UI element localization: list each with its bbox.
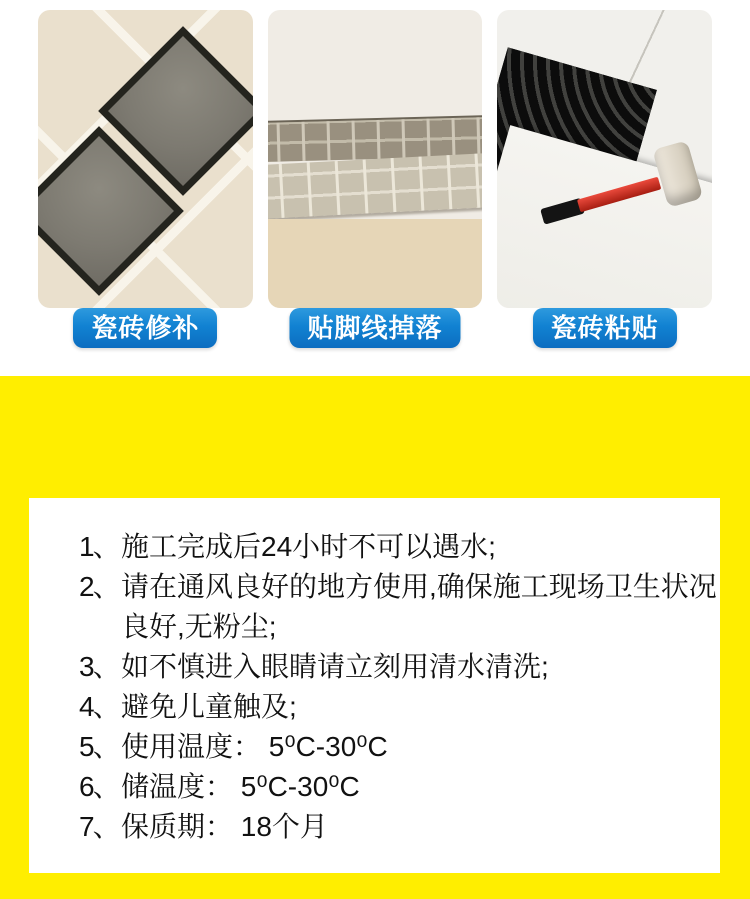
precautions-section [0, 376, 750, 899]
precaution-item [79, 767, 723, 807]
photo-label-skirting-line: 贴脚线掉落 [289, 308, 460, 348]
skirting-line-photo [268, 10, 483, 308]
tile-repair-photo [38, 10, 253, 308]
photo-card-tile-pasting [497, 10, 712, 343]
usage-photo-gallery [0, 0, 750, 343]
item-text: 使用温度： 5⁰C-30⁰C [121, 731, 388, 762]
item-text: 储温度： 5⁰C-30⁰C [121, 771, 360, 802]
item-text: 请在通风良好的地方使用,确保施工现场卫生状况良好,无粉尘; [121, 571, 717, 642]
item-number: 4、 [79, 691, 119, 722]
precaution-item [79, 687, 723, 727]
wood-floor [268, 219, 483, 308]
mosaic-band-lower [268, 153, 483, 219]
precaution-item [79, 527, 723, 567]
photo-label-tile-pasting: 瓷砖粘贴 [533, 308, 677, 348]
precaution-item [79, 567, 723, 647]
mallet-head [652, 140, 703, 208]
item-text: 如不慎进入眼睛请立刻用清水清洗; [121, 651, 549, 682]
precaution-item [79, 727, 723, 767]
item-text: 保质期： 18个月 [121, 811, 328, 842]
precaution-item [79, 807, 723, 847]
photo-card-tile-repair [38, 10, 253, 343]
precaution-item [79, 647, 723, 687]
item-number: 6、 [79, 771, 119, 802]
mallet-handle [577, 177, 661, 213]
item-number: 2、 [79, 571, 119, 602]
item-number: 5、 [79, 731, 119, 762]
photo-label-tile-repair: 瓷砖修补 [73, 308, 217, 348]
tile-pasting-photo [497, 10, 712, 308]
item-number: 1、 [79, 531, 119, 562]
precautions-box [29, 498, 720, 873]
item-text: 避免儿童触及; [121, 691, 297, 722]
photo-card-skirting-line [268, 10, 483, 343]
item-number: 7、 [79, 811, 119, 842]
grey-tile-patch [38, 136, 174, 286]
precautions-list [79, 527, 723, 847]
item-text: 施工完成后24小时不可以遇水; [121, 531, 496, 562]
grey-tile-patch [108, 36, 253, 186]
item-number: 3、 [79, 651, 119, 682]
